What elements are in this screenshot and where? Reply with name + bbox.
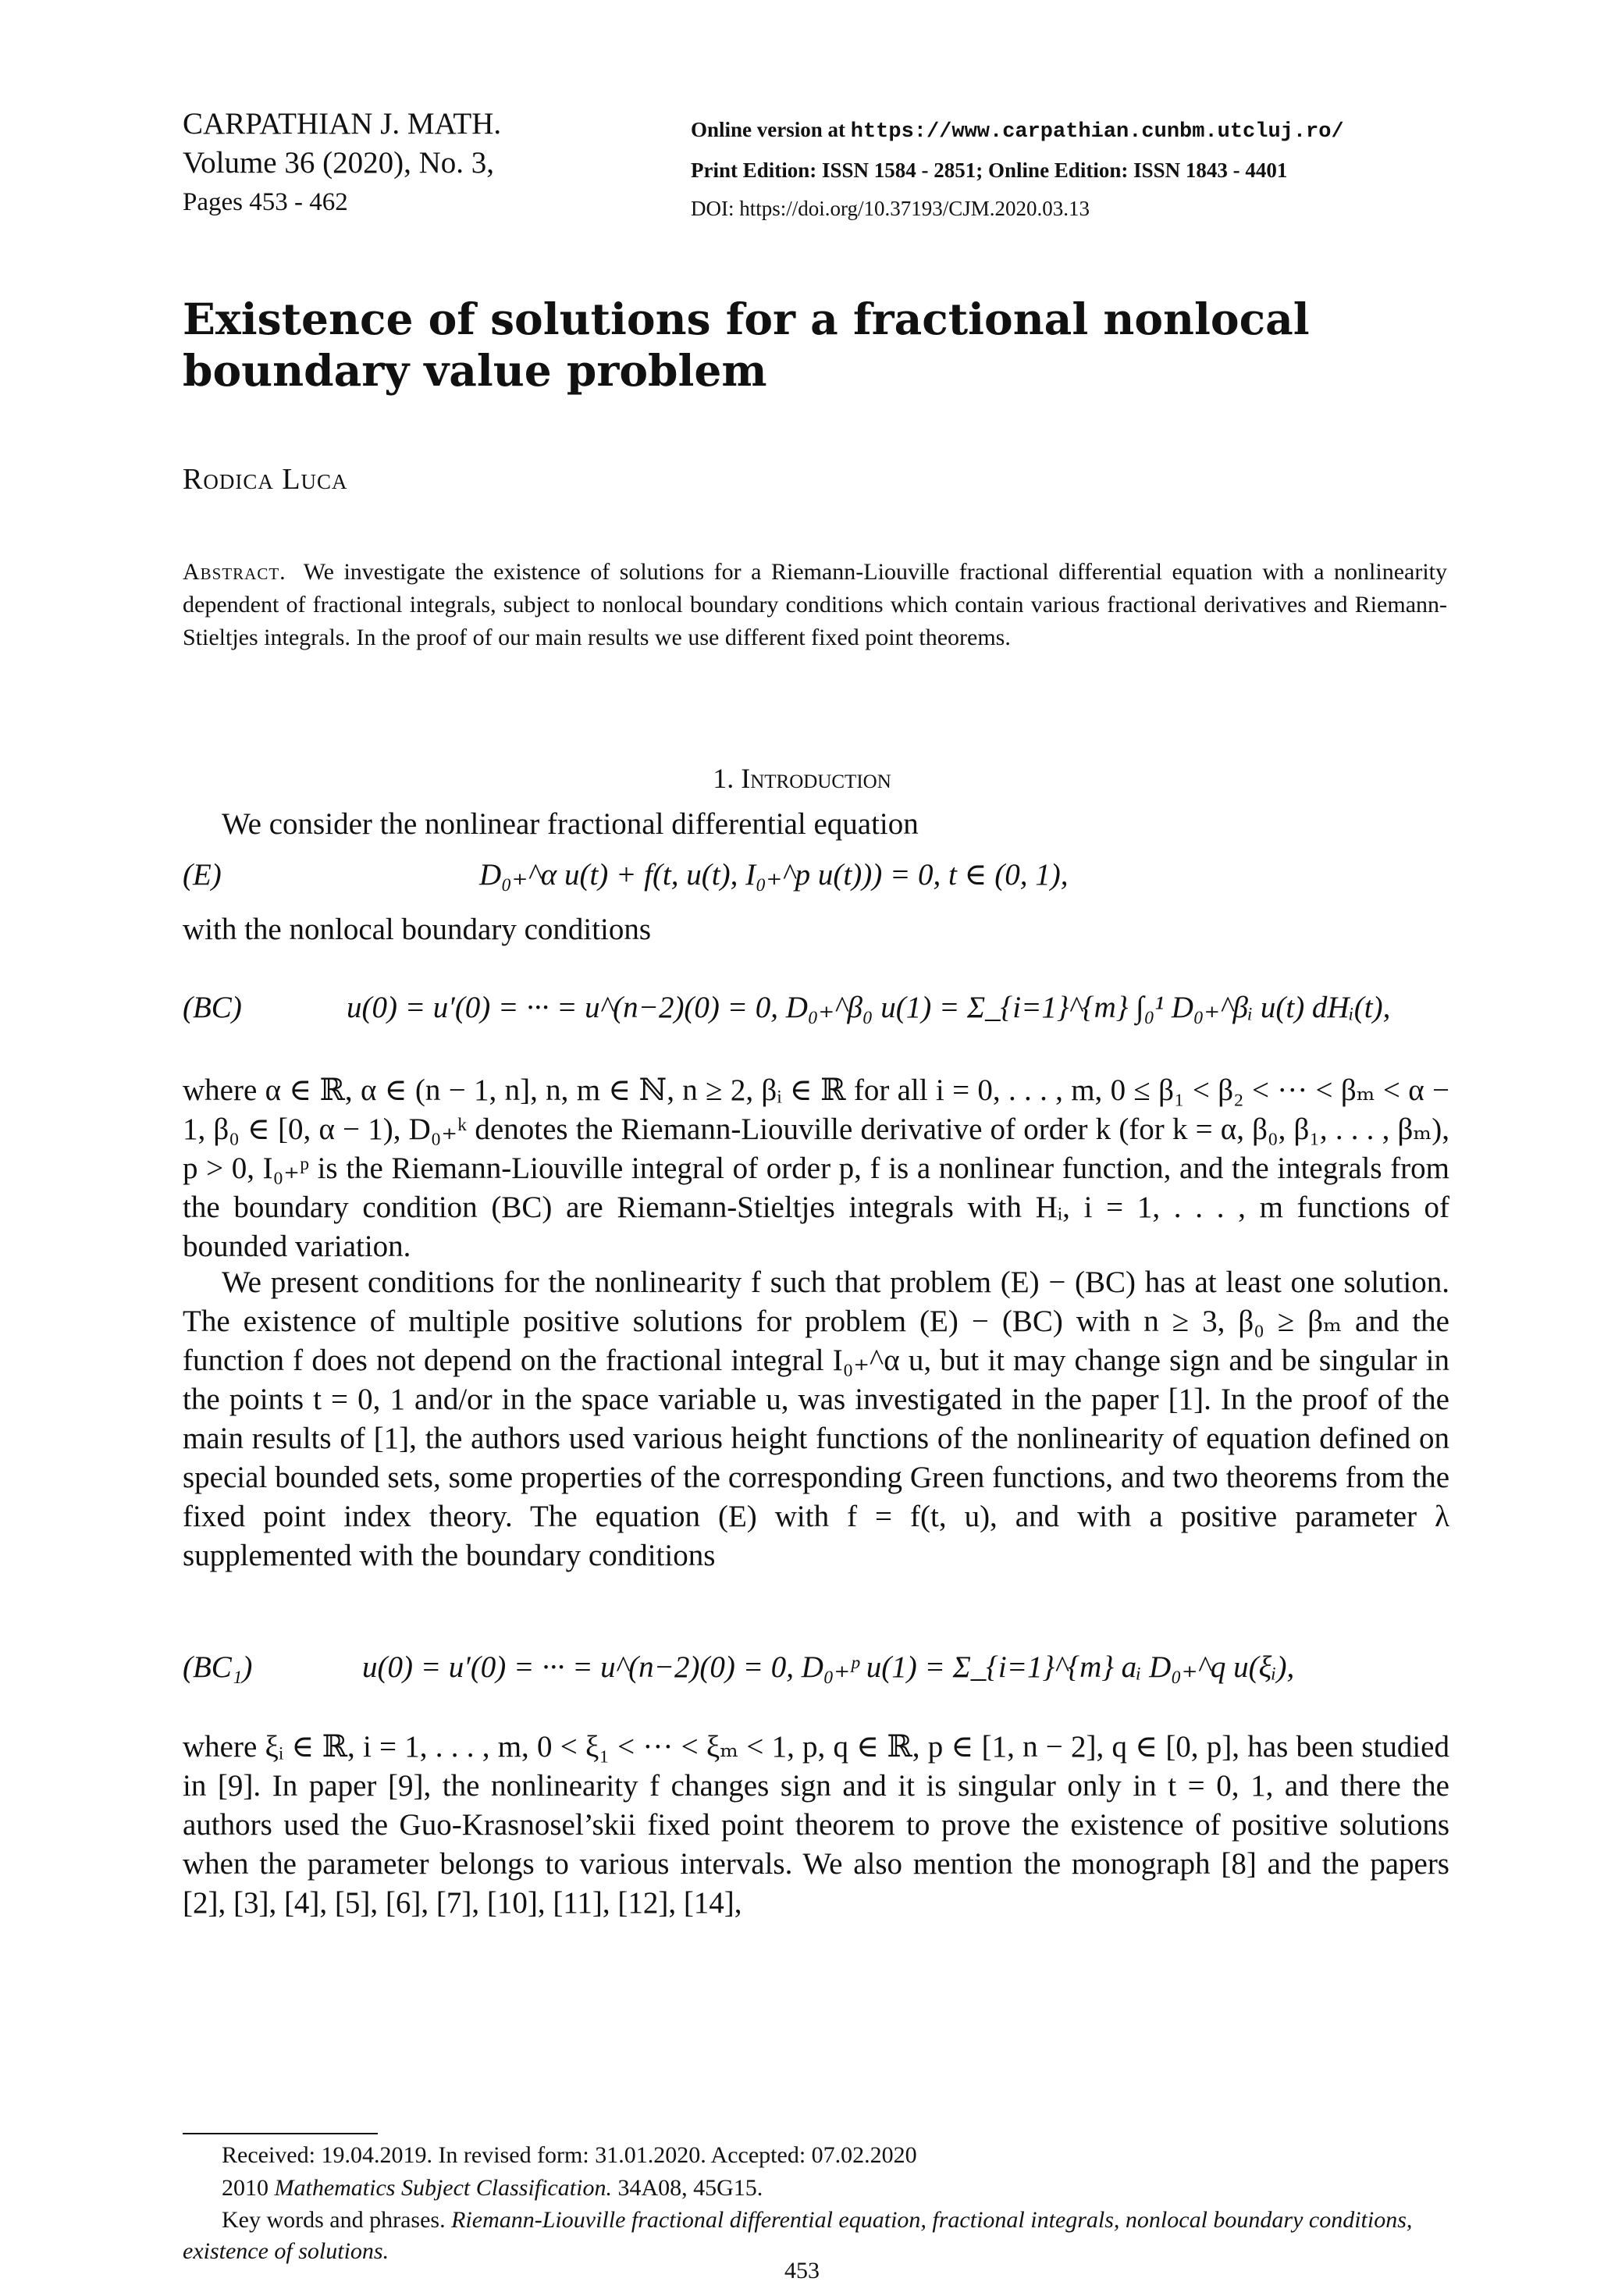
issn-line: Print Edition: ISSN 1584 - 2851; Online Edition: ISSN 1843 - 4401: [691, 158, 1288, 182]
abstract-label: Abstract.: [183, 559, 286, 585]
footnote-received: Received: 19.04.2019. In revised form: 31.01.2020. Accepted: 07.02.2020: [222, 2142, 917, 2168]
online-prefix: Online version at: [691, 118, 851, 141]
publication-info: [691, 111, 1344, 228]
journal-name: CARPATHIAN J. MATH.: [183, 107, 502, 141]
msc-label: Mathematics Subject Classification.: [274, 2175, 612, 2201]
online-url-link[interactable]: https://www.carpathian.cunbm.utcluj.ro/: [850, 120, 1344, 144]
intro-paragraph-5: where ξᵢ ∈ ℝ, i = 1, . . . , m, 0 < ξ₁ < ··· < ξₘ < 1, p, q ∈ ℝ, p ∈ [1, n − 2], q ∈ [0, p], has been studied in [9]. In paper [9], the nonlinearity f changes sign and it is singular only in t = 0, 1, and there the authors used the Guo-Krasnosel’skii fixed point theorem to prove the existence of positive solutions when the parameter belongs to various intervals. We also mention the monograph [8] and the papers [2], [3], [4], [5], [6], [7], [10], [11], [12], [14],: [183, 1730, 1449, 1920]
page-number: 453: [784, 2258, 820, 2284]
intro-paragraph-3: where α ∈ ℝ, α ∈ (n − 1, n], n, m ∈ ℕ, n ≥ 2, βᵢ ∈ ℝ for all i = 0, . . . , m, 0 ≤ β₁ < β₂ < ··· < βₘ < α − 1, β₀ ∈ [0, α − 1), D₀₊ᵏ denotes the Riemann-Liouville derivative of order k (for k = α, β₀, β₁, . . . , βₘ), p > 0, I₀₊ᵖ is the Riemann-Liouville integral of order p, f is a nonlinear function, and the integrals from the boundary condition (BC) are Riemann-Stieltjes integrals with Hᵢ, i = 1, . . . , m functions of bounded variation.: [183, 1073, 1449, 1263]
equation-bc1-formula: u(0) = u′(0) = ··· = u^(n−2)(0) = 0, D₀₊ᵖ u(1) = Σ_{i=1}^{m} aᵢ D₀₊^q u(ξᵢ),: [362, 1650, 1295, 1684]
footnote-rule: [183, 2133, 378, 2134]
equation-bc1-tag: (BC₁): [183, 1650, 253, 1684]
journal-info: [183, 105, 501, 222]
journal-pages: Pages 453 - 462: [183, 188, 348, 216]
intro-paragraph-2: with the nonlocal boundary conditions: [183, 913, 652, 946]
online-version: [691, 111, 1344, 151]
equation-e-formula: D₀₊^α u(t) + f(t, u(t), I₀₊^p u(t))) = 0, t ∈ (0, 1),: [479, 858, 1069, 892]
keywords-label: Key words and phrases.: [222, 2207, 446, 2233]
equation-bc1: [183, 1650, 1449, 1696]
journal-volume: Volume 36 (2020), No. 3,: [183, 146, 495, 180]
abstract-text: We investigate the existence of solutions for a Riemann-Liouville fractional differential equation with a nonlinearity dependent of fractional integrals, subject to nonlocal boundary conditions which contain various fractional derivatives and Riemann-Stieltjes integrals. In the proof of our main results we use different fixed point theorems.: [183, 559, 1447, 650]
paper-title: Existence of solutions for a fractional nonlocal boundary value problem: [183, 294, 1310, 396]
section-heading: 1. Introduction: [713, 763, 891, 794]
equation-bc: [183, 990, 1449, 1037]
equation-bc-tag: (BC): [183, 991, 242, 1024]
keywords-text: Riemann-Liouville fractional differential equation, fractional integrals, nonlocal boundary conditions, existence of solutions.: [183, 2207, 1413, 2264]
equation-e: [183, 857, 1449, 896]
msc-codes: 34A08, 45G15.: [617, 2175, 763, 2201]
intro-paragraph-1: We consider the nonlinear fractional differential equation: [222, 807, 919, 841]
equation-e-tag: (E): [183, 858, 222, 892]
doi-link[interactable]: DOI: https://doi.org/10.37193/CJM.2020.03.13: [691, 197, 1090, 220]
equation-bc-formula: u(0) = u′(0) = ··· = u^(n−2)(0) = 0, D₀₊^β₀ u(1) = Σ_{i=1}^{m} ∫₀¹ D₀₊^βᵢ u(t) dHᵢ(t),: [347, 991, 1391, 1024]
footnote-msc: [183, 2172, 1449, 2205]
intro-paragraph-4: We present conditions for the nonlinearity f such that problem (E) − (BC) has at least one solution. The existence of multiple positive solutions for problem (E) − (BC) with n ≥ 3, β₀ ≥ βₘ and the function f does not depend on the fractional integral I₀₊^α u, but it may change sign and be singular in the points t = 0, 1 and/or in the space variable u, was investigated in the paper [1]. In the proof of the main results of [1], the authors used various height functions of the nonlinearity of equation defined on special bounded sets, some properties of the corresponding Green functions, and two theorems from the fixed point index theory. The equation (E) with f = f(t, u), and with a positive parameter λ supplemented with the boundary conditions: [183, 1265, 1449, 1572]
abstract: [183, 556, 1447, 654]
author-name: Rodica Luca: [183, 463, 348, 496]
msc-year: 2010: [222, 2175, 269, 2201]
